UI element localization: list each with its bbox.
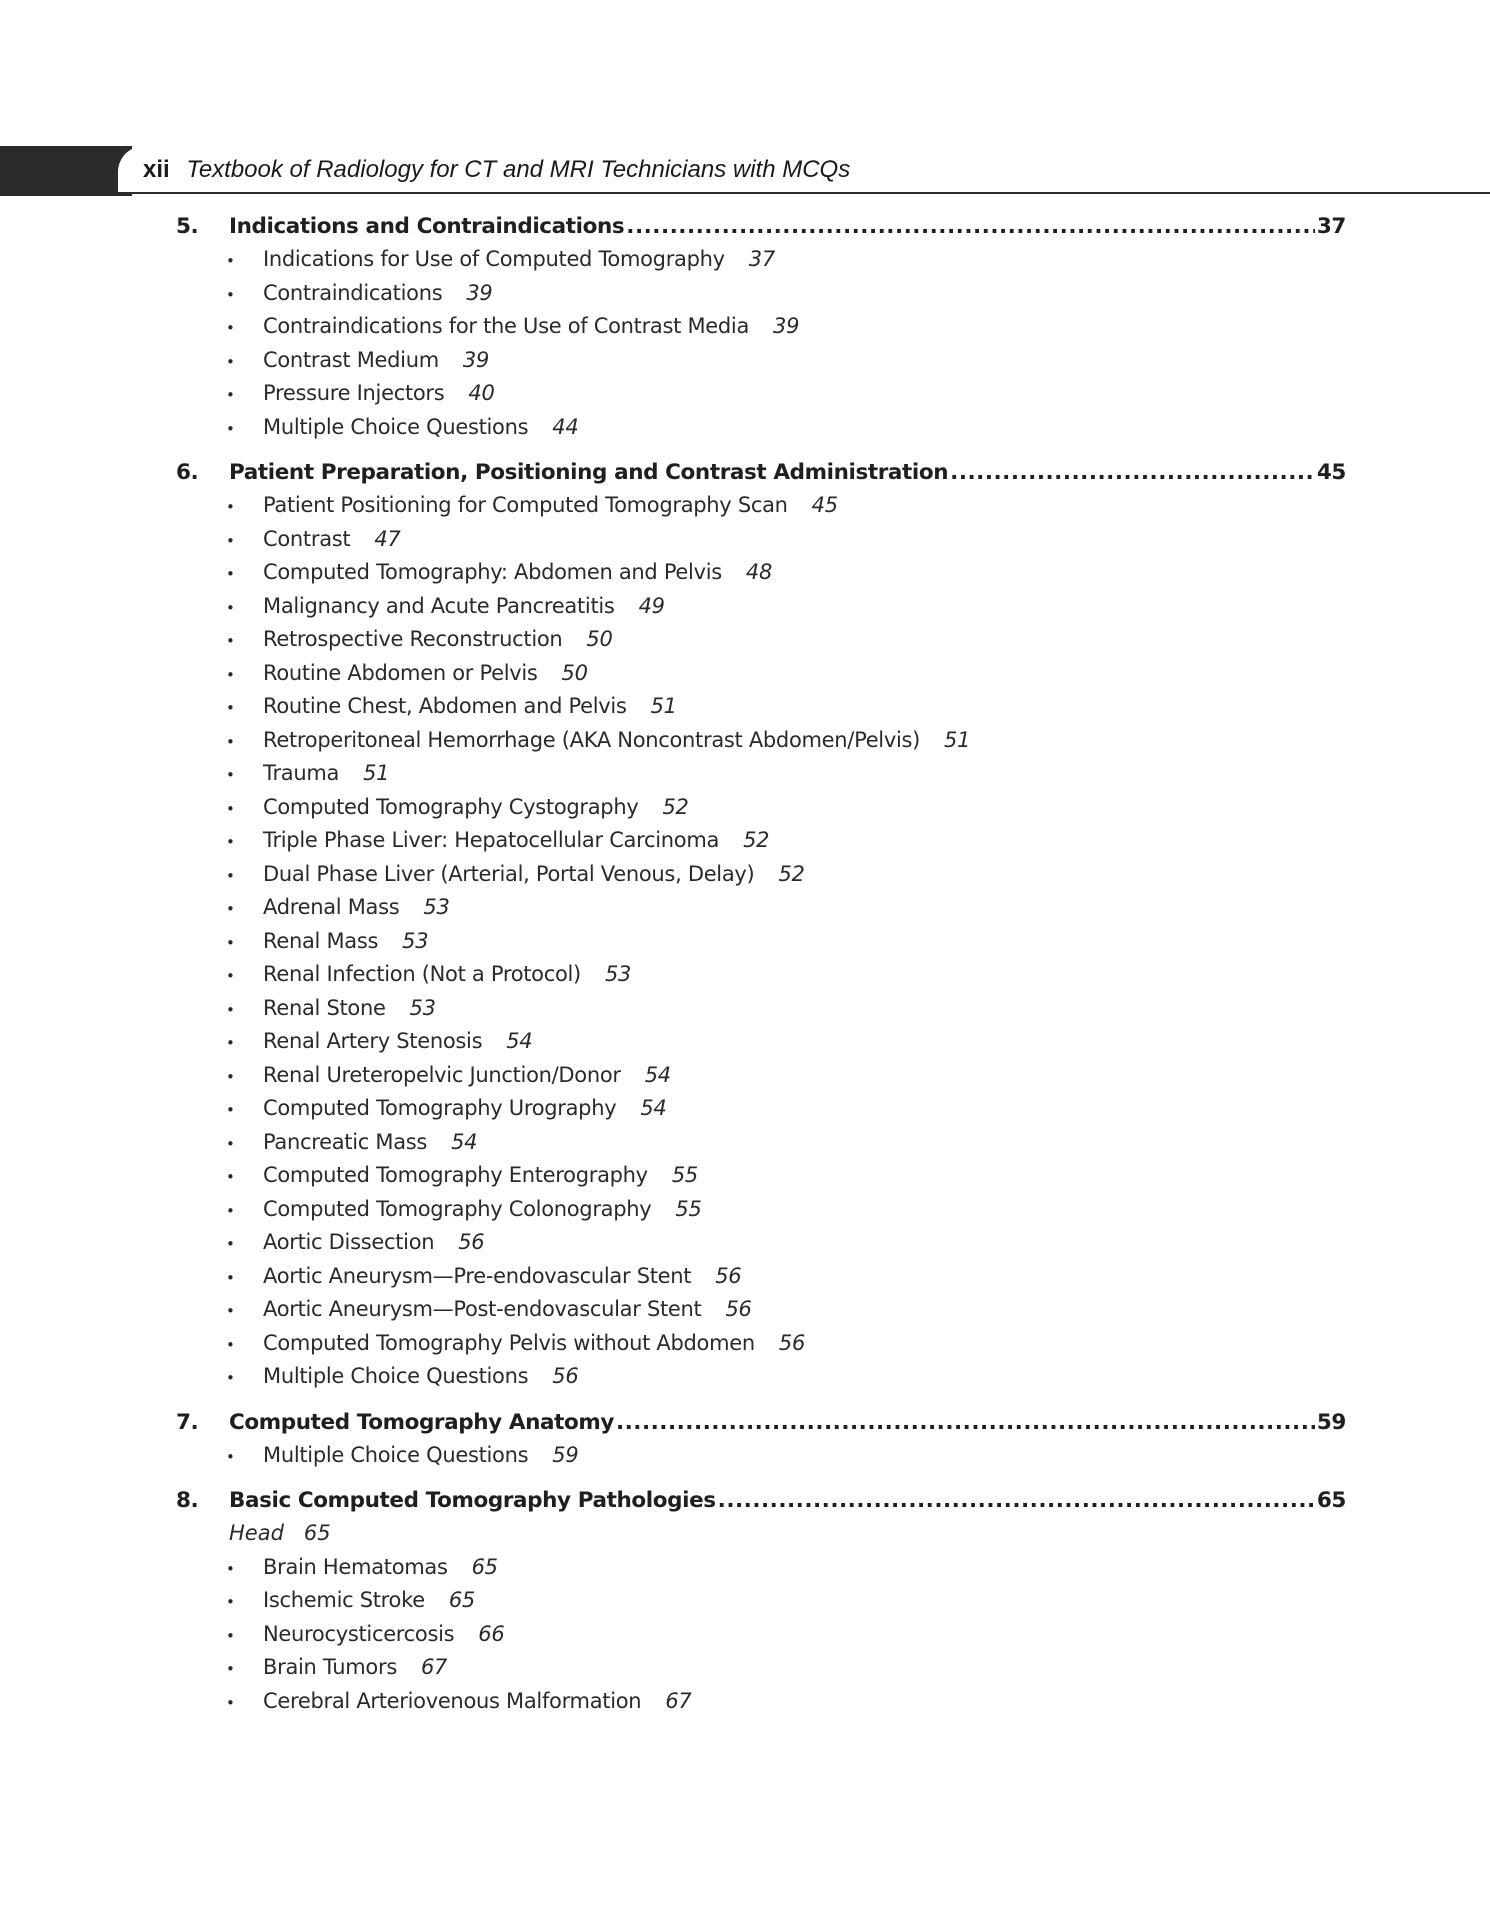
bullet-icon: • — [226, 933, 235, 952]
item-title: Contraindications — [263, 280, 443, 305]
bullet-icon: • — [226, 531, 235, 550]
item-title: Dual Phase Liver (Arterial, Portal Venous, Delay) — [263, 861, 755, 886]
item-title: Multiple Choice Questions — [263, 414, 529, 439]
toc-chapter — [176, 1406, 1346, 1473]
chapter-number: 5. — [176, 214, 199, 239]
bullet-icon: • — [226, 766, 235, 784]
bullet-icon: • — [226, 1369, 235, 1387]
bullet-icon: • — [226, 319, 235, 337]
item-page-number: 47 — [374, 526, 401, 551]
chapter-title: Indications and Contraindications — [229, 214, 625, 239]
item-page-number: 44 — [552, 414, 579, 439]
item-title: Triple Phase Liver: Hepatocellular Carcinoma — [263, 828, 720, 852]
bullet-icon: • — [226, 1067, 235, 1086]
toc-item[interactable] — [176, 1685, 1346, 1719]
chapter-title: Computed Tomography Anatomy — [229, 1409, 614, 1435]
toc-item[interactable] — [176, 992, 1346, 1026]
item-page-number: 40 — [468, 381, 495, 405]
item-page-number: 67 — [420, 1655, 448, 1679]
bullet-icon: • — [226, 1302, 235, 1320]
toc-item[interactable] — [176, 1260, 1346, 1294]
table-of-contents — [176, 210, 1346, 1730]
bullet-icon: • — [226, 799, 235, 818]
item-title: Contraindications for the Use of Contrast Media — [263, 314, 750, 338]
bullet-icon: • — [226, 1693, 235, 1712]
toc-item[interactable] — [176, 1226, 1346, 1260]
item-page-number: 59 — [552, 1442, 579, 1467]
item-title: Pressure Injectors — [263, 381, 445, 405]
toc-item[interactable] — [176, 1126, 1346, 1160]
item-page-number: 51 — [944, 727, 971, 752]
item-page-number: 65 — [448, 1588, 475, 1612]
item-title: Adrenal Mass — [263, 895, 400, 919]
bullet-icon: • — [226, 1034, 235, 1052]
item-title: Computed Tomography Enterography — [263, 1163, 648, 1187]
item-title: Renal Infection (Not a Protocol) — [263, 962, 581, 986]
bullet-icon: • — [226, 386, 235, 404]
item-page-number: 67 — [665, 1688, 692, 1713]
bullet-icon: • — [226, 866, 235, 885]
header-page-number: xii — [143, 156, 170, 183]
item-title: Computed Tomography Colonography — [263, 1196, 652, 1221]
toc-item[interactable] — [176, 824, 1346, 858]
item-page-number: 39 — [466, 280, 493, 305]
item-title: Ischemic Stroke — [263, 1588, 425, 1612]
toc-item[interactable] — [176, 791, 1346, 825]
item-page-number: 45 — [811, 493, 838, 517]
dot-leader — [718, 1484, 1315, 1517]
item-page-number: 56 — [725, 1297, 752, 1321]
bullet-icon: • — [226, 900, 235, 918]
toc-item[interactable] — [176, 1618, 1346, 1652]
toc-item[interactable] — [176, 1551, 1346, 1585]
toc-item[interactable] — [176, 757, 1346, 791]
toc-item[interactable] — [176, 891, 1346, 925]
toc-item[interactable] — [176, 958, 1346, 992]
toc-item[interactable] — [176, 489, 1346, 523]
item-page-number: 52 — [662, 794, 689, 819]
item-page-number: 55 — [671, 1163, 698, 1187]
item-title: Contrast — [263, 526, 351, 551]
item-title: Malignancy and Acute Pancreatitis — [263, 593, 615, 618]
header-book-title: Textbook of Radiology for CT and MRI Technicians with MCQs — [186, 156, 851, 183]
chapter-title: Patient Preparation, Positioning and Contrast Administration — [229, 460, 949, 485]
chapter-number: 7. — [176, 1409, 199, 1435]
toc-chapter — [176, 1484, 1346, 1718]
bullet-icon: • — [226, 252, 235, 270]
item-title: Patient Positioning for Computed Tomography Scan — [263, 493, 788, 517]
item-title: Computed Tomography Cystography — [263, 794, 639, 819]
bullet-icon: • — [226, 1593, 235, 1611]
chapter-page-number: 37 — [1316, 214, 1346, 239]
item-title: Indications for Use of Computed Tomography — [263, 247, 725, 271]
toc-item[interactable] — [176, 1360, 1346, 1394]
dot-leader — [626, 210, 1315, 243]
item-title: Renal Ureteropelvic Junction/Donor — [263, 1062, 621, 1087]
item-page-number: 54 — [644, 1062, 671, 1087]
dot-leader — [950, 456, 1315, 489]
toc-item[interactable] — [176, 243, 1346, 277]
toc-item[interactable] — [176, 657, 1346, 691]
toc-item[interactable] — [176, 1584, 1346, 1618]
item-title: Routine Chest, Abdomen and Pelvis — [263, 694, 627, 718]
item-page-number: 53 — [409, 995, 436, 1020]
bullet-icon: • — [226, 565, 235, 583]
toc-item[interactable] — [176, 1327, 1346, 1361]
item-page-number: 50 — [561, 660, 588, 685]
toc-item[interactable] — [176, 310, 1346, 344]
chapter-heading[interactable] — [176, 1406, 1346, 1439]
item-title: Pancreatic Mass — [263, 1129, 428, 1154]
item-page-number: 50 — [586, 627, 613, 651]
item-page-number: 39 — [462, 347, 490, 372]
bullet-icon: • — [226, 1000, 235, 1019]
bullet-icon: • — [226, 285, 235, 304]
bullet-icon: • — [226, 1335, 235, 1354]
bullet-icon: • — [226, 1559, 235, 1578]
item-title: Aortic Aneurysm—Post-endovascular Stent — [263, 1297, 702, 1321]
bullet-icon: • — [226, 732, 235, 751]
item-title: Renal Artery Stenosis — [263, 1029, 483, 1053]
item-page-number: 56 — [715, 1263, 742, 1288]
bullet-icon: • — [226, 1134, 235, 1153]
toc-item[interactable] — [176, 1293, 1346, 1327]
toc-item[interactable] — [176, 1059, 1346, 1093]
item-page-number: 55 — [675, 1196, 702, 1221]
item-page-number: 48 — [745, 560, 773, 584]
item-page-number: 54 — [506, 1029, 533, 1053]
dot-leader — [616, 1406, 1315, 1439]
item-page-number: 56 — [778, 1330, 806, 1355]
item-page-number: 53 — [402, 928, 429, 953]
chapter-title: Basic Computed Tomography Pathologies — [229, 1488, 716, 1513]
item-page-number: 66 — [478, 1621, 505, 1646]
toc-item[interactable] — [176, 925, 1346, 959]
bullet-icon: • — [226, 419, 235, 438]
item-page-number: 49 — [638, 593, 665, 618]
toc-item[interactable] — [176, 1025, 1346, 1059]
item-title: Renal Mass — [263, 928, 379, 953]
chapter-heading[interactable] — [176, 210, 1346, 243]
item-title: Neurocysticercosis — [263, 1621, 455, 1646]
bullet-icon: • — [226, 498, 235, 516]
toc-item[interactable] — [176, 858, 1346, 892]
toc-item[interactable] — [176, 377, 1346, 411]
item-title: Routine Abdomen or Pelvis — [263, 660, 538, 685]
item-page-number: 53 — [423, 895, 450, 919]
toc-item[interactable] — [176, 1159, 1346, 1193]
item-title: Computed Tomography: Abdomen and Pelvis — [263, 560, 722, 584]
toc-item[interactable] — [176, 344, 1346, 378]
item-title: Multiple Choice Questions — [263, 1442, 529, 1467]
item-title: Computed Tomography Pelvis without Abdomen — [263, 1330, 755, 1355]
subheading-title: Head — [229, 1521, 284, 1545]
toc-item[interactable] — [176, 724, 1346, 758]
item-page-number: 56 — [552, 1364, 579, 1388]
item-page-number: 54 — [451, 1129, 478, 1154]
bullet-icon: • — [226, 699, 235, 717]
section-subheading[interactable] — [229, 1517, 1346, 1551]
toc-chapter — [176, 456, 1346, 1394]
item-page-number: 52 — [778, 861, 805, 886]
item-title: Contrast Medium — [263, 347, 439, 372]
bullet-icon: • — [226, 1168, 235, 1186]
toc-item[interactable] — [176, 690, 1346, 724]
bullet-icon: • — [226, 1660, 235, 1678]
header-bar — [0, 146, 132, 196]
bullet-icon: • — [226, 1626, 235, 1645]
bullet-icon: • — [226, 967, 235, 985]
chapter-page-number: 65 — [1316, 1488, 1346, 1513]
toc-item[interactable] — [176, 1193, 1346, 1227]
bullet-icon: • — [226, 833, 235, 851]
bullet-icon: • — [226, 1235, 235, 1253]
toc-item[interactable] — [176, 1439, 1346, 1473]
toc-chapter — [176, 210, 1346, 444]
item-title: Brain Tumors — [263, 1655, 397, 1679]
toc-item[interactable] — [176, 556, 1346, 590]
item-title: Cerebral Arteriovenous Malformation — [263, 1688, 642, 1713]
bullet-icon: • — [226, 1201, 235, 1220]
item-title: Aortic Aneurysm—Pre-endovascular Stent — [263, 1263, 692, 1288]
chapter-heading[interactable] — [176, 456, 1346, 489]
item-title: Retrospective Reconstruction — [263, 627, 563, 651]
item-page-number: 65 — [471, 1554, 498, 1579]
item-title: Retroperitoneal Hemorrhage (AKA Noncontrast Abdomen/Pelvis) — [263, 727, 921, 752]
toc-item[interactable] — [176, 623, 1346, 657]
chapter-page-number: 59 — [1316, 1409, 1346, 1435]
toc-item[interactable] — [176, 411, 1346, 445]
toc-item[interactable] — [176, 277, 1346, 311]
item-title: Aortic Dissection — [263, 1230, 435, 1254]
item-title: Multiple Choice Questions — [263, 1364, 529, 1388]
item-page-number: 37 — [748, 247, 775, 271]
bullet-icon: • — [226, 1268, 235, 1287]
chapter-number: 6. — [176, 460, 199, 485]
item-page-number: 51 — [650, 694, 677, 718]
item-page-number: 39 — [773, 314, 800, 338]
bullet-icon: • — [226, 1447, 235, 1466]
toc-item[interactable] — [176, 523, 1346, 557]
chapter-page-number: 45 — [1316, 460, 1346, 485]
item-page-number: 54 — [640, 1096, 667, 1120]
toc-item[interactable] — [176, 1651, 1346, 1685]
item-title: Brain Hematomas — [263, 1554, 448, 1579]
subheading-page-number: 65 — [303, 1521, 331, 1545]
item-page-number: 52 — [743, 828, 770, 852]
item-title: Renal Stone — [263, 995, 386, 1020]
toc-item[interactable] — [176, 1092, 1346, 1126]
item-page-number: 51 — [363, 761, 390, 785]
toc-item[interactable] — [176, 590, 1346, 624]
item-page-number: 56 — [458, 1230, 485, 1254]
bullet-icon: • — [226, 1101, 235, 1119]
item-page-number: 53 — [604, 962, 632, 986]
bullet-icon: • — [226, 632, 235, 650]
chapter-heading[interactable] — [176, 1484, 1346, 1517]
bullet-icon: • — [226, 598, 235, 617]
item-title: Computed Tomography Urography — [263, 1096, 617, 1120]
chapter-number: 8. — [176, 1488, 199, 1513]
item-title: Trauma — [263, 761, 340, 785]
bullet-icon: • — [226, 352, 235, 371]
bullet-icon: • — [226, 665, 235, 684]
running-header — [143, 154, 850, 186]
